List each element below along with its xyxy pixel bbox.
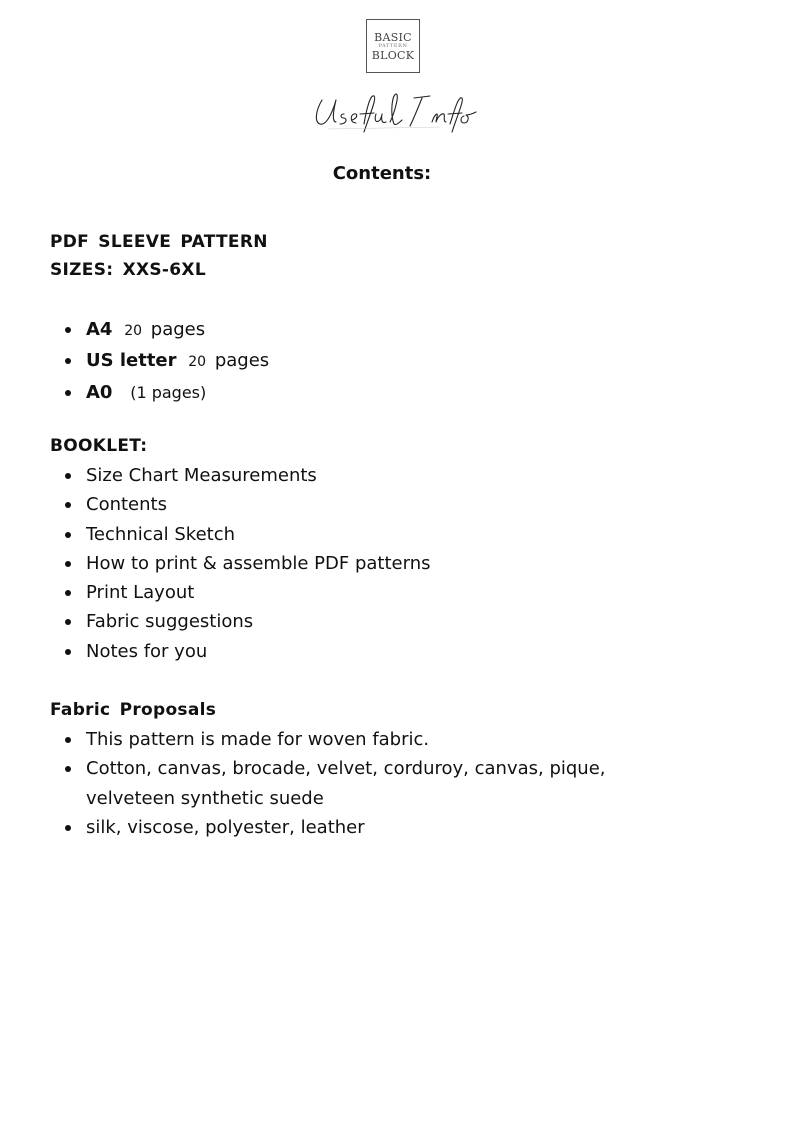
fabric-list <box>50 725 606 842</box>
list-item-line: Cotton, canvas, brocade, velvet, corduroy, canvas, pique, <box>86 758 606 780</box>
contents-heading <box>0 163 764 184</box>
list-item: silk, viscose, polyester, leather <box>50 813 606 842</box>
format-note: (1 pages) <box>130 382 207 402</box>
useful-info-script <box>300 84 500 134</box>
format-name: A0 <box>86 381 113 403</box>
list-item: Size Chart Measurements <box>50 461 430 490</box>
booklet-heading: BOOKLET: <box>50 436 148 456</box>
list-item <box>50 754 606 813</box>
contents-heading-text: Contents: <box>332 163 432 184</box>
pattern-info <box>50 228 268 284</box>
list-item: Contents <box>50 490 430 519</box>
brand-logo <box>366 19 420 73</box>
format-pages-label: pages <box>214 350 270 372</box>
list-item: Notes for you <box>50 637 430 666</box>
format-page-count: 20 <box>188 354 207 371</box>
list-item <box>50 346 269 377</box>
format-name: A4 <box>86 319 113 340</box>
pattern-title: PDF SLEEVE PATTERN <box>50 232 268 252</box>
list-item: Print Layout <box>50 578 430 607</box>
list-item: How to print & assemble PDF patterns <box>50 549 430 578</box>
list-item: Fabric suggestions <box>50 607 430 636</box>
list-item <box>50 378 269 407</box>
list-item-line: velveteen synthetic suede <box>86 787 324 809</box>
pattern-sizes: SIZES: XXS-6XL <box>50 260 206 280</box>
logo-line-3: BLOCK <box>371 48 415 62</box>
list-item: This pattern is made for woven fabric. <box>50 725 606 754</box>
logo-line-1: BASIC <box>374 30 412 44</box>
booklet-list <box>50 461 430 666</box>
format-pages-label: pages <box>150 319 206 340</box>
booklet-section <box>50 432 147 460</box>
list-item <box>50 315 269 346</box>
list-item: Technical Sketch <box>50 520 430 549</box>
format-list <box>50 315 269 407</box>
fabric-heading: Fabric Proposals <box>50 700 217 720</box>
logo-line-2: PATTERN <box>378 42 408 49</box>
format-name: US letter <box>86 350 177 372</box>
format-page-count: 20 <box>124 323 143 339</box>
fabric-section <box>50 696 216 724</box>
